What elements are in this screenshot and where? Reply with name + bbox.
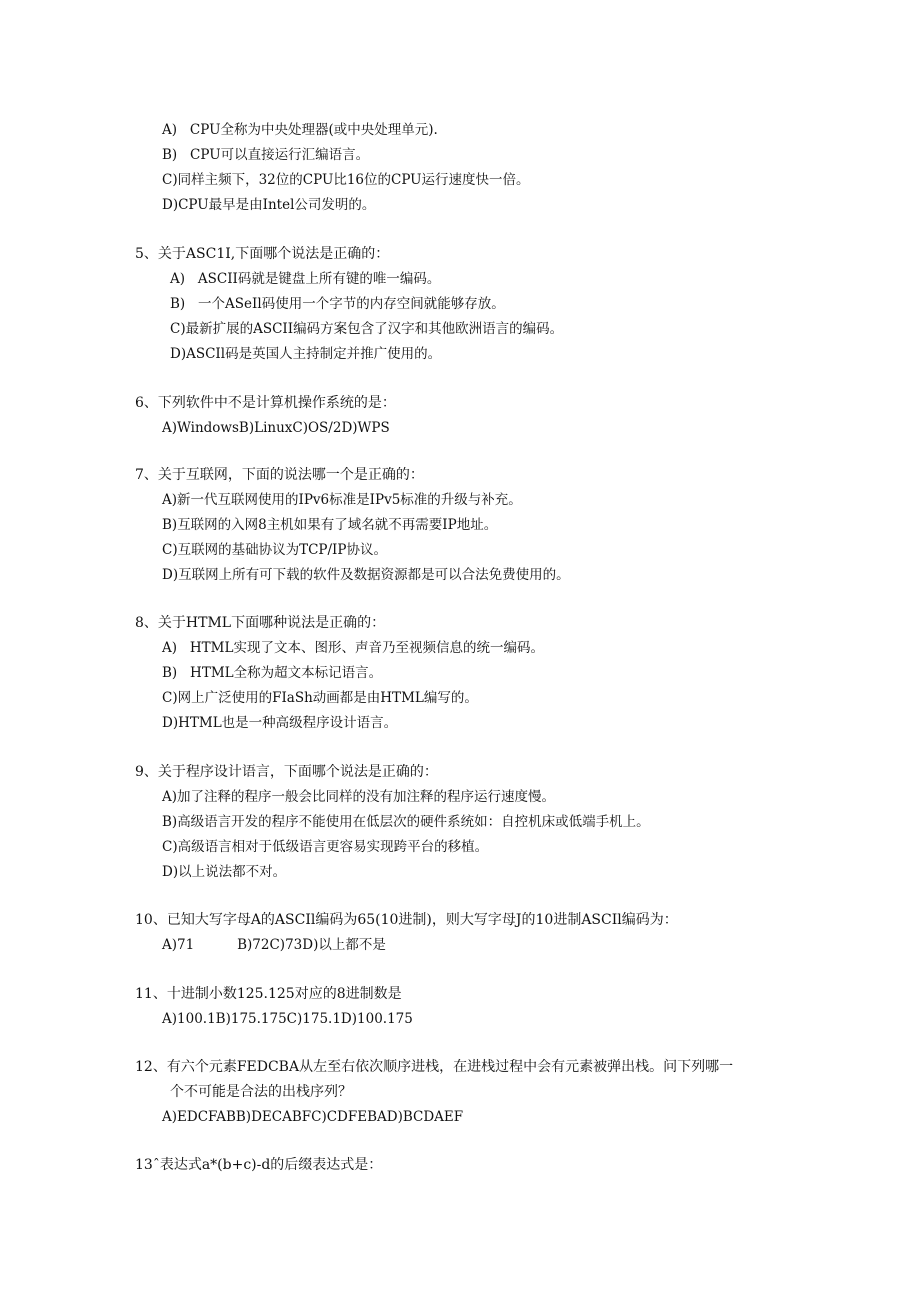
q9-option-b: B)高级语言开发的程序不能使用在低层次的硬件系统如：自控机床或低端手机上。 <box>162 814 650 830</box>
q8-option-a: A) HTML实现了文本、图形、声音乃至视频信息的统一编码。 <box>162 640 544 656</box>
q6-question: 6、下列软件中不是计算机操作系统的是： <box>135 395 396 411</box>
q7-option-b: B)互联网的入网8主机如果有了域名就不再需要IP地址。 <box>162 517 498 533</box>
q12-question-line1: 12、有六个元素FEDCBA从左至右依次顺序进栈，在进栈过程中会有元素被弹出栈。问下列哪一 <box>135 1059 734 1075</box>
q4-option-c: C)同样主频下，32位的CPU比16位的CPU运行速度快一倍。 <box>162 172 530 188</box>
q9-option-a: A)加了注释的程序一般会比同样的没有加注释的程序运行速度慢。 <box>162 789 556 805</box>
q7-option-a: A)新一代互联网使用的IPv6标准是IPv5标准的升级与补充。 <box>162 492 522 508</box>
q12-question-line2: 个不可能是合法的出栈序列？ <box>170 1084 352 1100</box>
q8-option-c: C)网上广泛使用的FIaSh动画都是由HTML编写的。 <box>162 690 478 706</box>
q6-options: A)WindowsB)LinuxC)OS/2D)WPS <box>162 420 390 436</box>
q5-option-c: C)最新扩展的ASCII编码方案包含了汉字和其他欧洲语言的编码。 <box>170 321 564 337</box>
q10-options: A)71 B)72C)73D)以上都不是 <box>162 937 386 953</box>
q5-option-a: A) ASCII码就是键盘上所有键的唯一编码。 <box>170 271 441 287</box>
q9-option-c: C)高级语言相对于低级语言更容易实现跨平台的移植。 <box>162 839 489 855</box>
q4-option-b: B) CPU可以直接运行汇编语言。 <box>162 147 370 163</box>
q8-option-b: B) HTML全称为超文本标记语言。 <box>162 665 383 681</box>
q5-question: 5、关于ASC1I,下面哪个说法是正确的： <box>135 246 390 262</box>
q5-option-b: B) 一个ASeIl码使用一个字节的内存空间就能够存放。 <box>170 296 505 312</box>
q11-question: 11、十进制小数125.125对应的8进制数是 <box>135 986 402 1002</box>
q7-option-d: D)互联网上所有可下载的软件及数据资源都是可以合法免费使用的。 <box>162 567 570 583</box>
q5-option-d: D)ASCIl码是英国人主持制定并推广使用的。 <box>170 346 442 362</box>
q4-option-d: D)CPU最早是由Intel公司发明的。 <box>162 197 376 213</box>
q4-option-a: A) CPU全称为中央处理器(或中央处理单元). <box>162 122 438 138</box>
q13-question: 13ˆ表达式a*(b+c)-d的后缀表达式是： <box>135 1157 383 1173</box>
q8-option-d: D)HTML也是一种高级程序设计语言。 <box>162 715 398 731</box>
q9-question: 9、关于程序设计语言，下面哪个说法是正确的： <box>135 764 438 780</box>
q12-options: A)EDCFABB)DECABFC)CDFEBAD)BCDAEF <box>162 1109 464 1125</box>
q9-option-d: D)以上说法都不对。 <box>162 864 287 880</box>
q8-question: 8、关于HTML下面哪种说法是正确的： <box>135 615 386 631</box>
q10-question: 10、已知大写字母A的ASCIl编码为65(10进制)，则大写字母J的10进制ASCIl编码为： <box>135 912 678 928</box>
q11-options: A)100.1B)175.175C)175.1D)100.175 <box>162 1011 413 1027</box>
q7-option-c: C)互联网的基础协议为TCP/IP协议。 <box>162 542 387 558</box>
q7-question: 7、关于互联网，下面的说法哪一个是正确的： <box>135 467 424 483</box>
